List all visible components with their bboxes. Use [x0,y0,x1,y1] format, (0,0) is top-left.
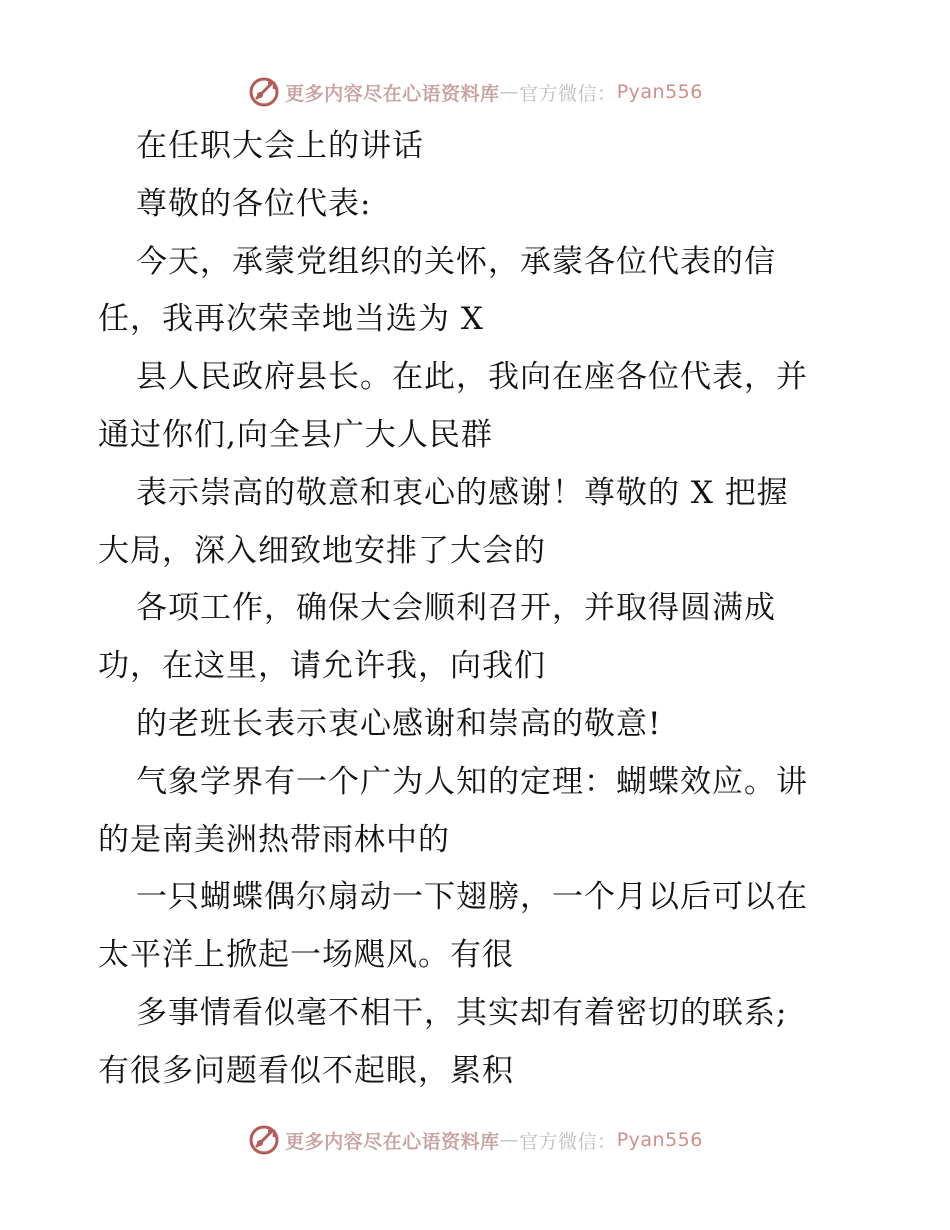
text-line: 一只蝴蝶偶尔扇动一下翅膀，一个月以后可以在 [136,879,808,916]
text-line: 表示崇高的敬意和衷心的感谢！尊敬的 X 把握 [136,474,789,511]
logo-icon [247,1123,281,1157]
watermark-account: Pyan556 [616,1129,703,1151]
text-line: 任，我再次荣幸地当选为 X [98,301,484,338]
text-line: 大局，深入细致地安排了大会的 [98,532,546,569]
text-line: 今天，承蒙党组织的关怀，承蒙各位代表的信 [136,243,776,280]
text-line: 气象学界有一个广为人知的定理：蝴蝶效应。讲 [136,763,808,800]
document-body [98,118,878,1101]
watermark-brand: 更多内容尽在心语资料库 [285,82,500,105]
text-line: 在任职大会上的讲话 [136,128,424,164]
footer-watermark [0,1120,950,1160]
logo-icon [247,75,281,109]
text-line: 有很多问题看似不起眼，累积 [98,1052,514,1089]
watermark-separator: — [499,81,520,103]
text-line: 的老班长表示衷心感谢和崇高的敬意! [136,705,662,742]
text-line: 功，在这里，请允许我，向我们 [98,648,546,685]
text-line: 尊敬的各位代表: [136,185,372,222]
watermark-label: 官方微信： [519,82,617,105]
text-line: 多事情看似毫不相干，其实却有着密切的联系; [136,994,788,1031]
watermark-account: Pyan556 [616,81,703,103]
text-line: 太平洋上掀起一场飓风。有很 [98,937,514,974]
text-line: 县人民政府县长。在此，我向在座各位代表，并 [136,359,808,396]
text-line: 各项工作，确保大会顺利召开，并取得圆满成 [136,590,776,627]
watermark-separator: — [499,1129,520,1151]
watermark-label: 官方微信： [519,1130,617,1153]
text-line: 的是南美洲热带雨林中的 [98,821,450,858]
text-line: 通过你们,向全县广大人民群 [98,416,493,453]
watermark-brand: 更多内容尽在心语资料库 [285,1130,500,1153]
header-watermark [0,72,950,112]
